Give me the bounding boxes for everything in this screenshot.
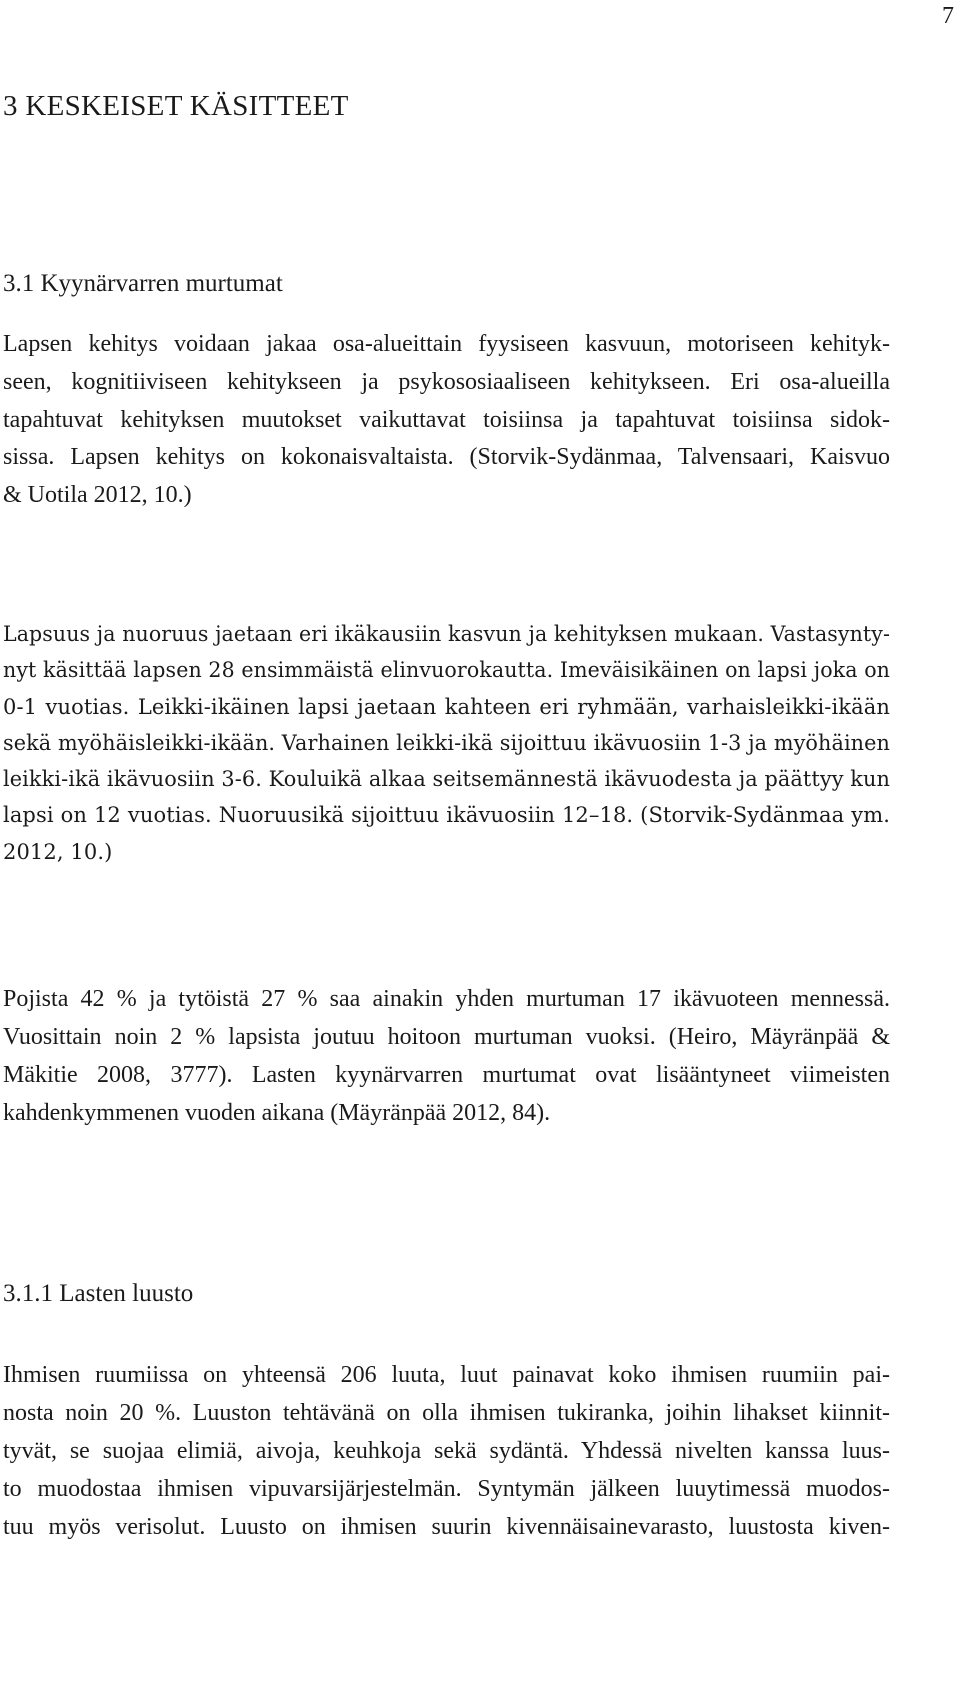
text-line: Lapsuus ja nuoruus jaetaan eri ikäkausiin kasvun ja kehityksen mukaan. Vastasynty- <box>3 622 890 646</box>
text-line: to muodostaa ihmisen vipuvarsijärjestelmän. Syntymän jälkeen luuytimessä muodos- <box>3 1476 890 1502</box>
text-line: & Uotila 2012, 10.) <box>3 482 192 509</box>
text-line: leikki-ikä ikävuosiin 3-6. Kouluikä alkaa seitsemännestä ikävuodesta ja päättyy kun <box>3 767 890 792</box>
text-line: kahdenkymmenen vuoden aikana (Mäyränpää 2012, 84). <box>3 1100 551 1126</box>
text-line: nosta noin 20 %. Luuston tehtävänä on olla ihmisen tukiranka, joihin lihakset kiinnit- <box>3 1400 890 1426</box>
text-line: 0-1 vuotias. Leikki-ikäinen lapsi jaetaan kahteen eri ryhmään, varhaisleikki-ikään <box>3 694 890 719</box>
text-line: Mäkitie 2008, 3777). Lasten kyynärvarren murtumat ovat lisääntyneet viimeisten <box>3 1062 890 1088</box>
text-line: sissa. Lapsen kehitys on kokonaisvaltaista. (Storvik-Sydänmaa, Talvensaari, Kaisvuo <box>3 444 890 471</box>
text-line: Pojista 42 % ja tytöistä 27 % saa ainakin yhden murtuman 17 ikävuoteen mennessä. <box>3 986 890 1012</box>
text-line: Lapsen kehitys voidaan jakaa osa-alueittain fyysiseen kasvuun, motoriseen kehityk- <box>3 331 890 357</box>
text-line: nyt käsittää lapsen 28 ensimmäistä elinvuorokautta. Imeväisikäinen on lapsi joka on <box>3 658 890 683</box>
text-line: tyvät, se suojaa elimiä, aivoja, keuhkoja sekä sydäntä. Yhdessä nivelten kanssa luus- <box>3 1438 890 1464</box>
text-line: seen, kognitiiviseen kehitykseen ja psykososiaaliseen kehitykseen. Eri osa-alueilla <box>3 368 890 395</box>
text-line: lapsi on 12 vuotias. Nuoruusikä sijoittuu ikävuosiin 12–18. (Storvik-Sydänmaa ym. <box>3 803 890 828</box>
text-line: Ihmisen ruumiissa on yhteensä 206 luuta, luut painavat koko ihmisen ruumiin pai- <box>3 1362 890 1388</box>
page-number: 7 <box>942 3 954 29</box>
text-line: 2012, 10.) <box>3 839 113 864</box>
text-line: tuu myös verisolut. Luusto on ihmisen suurin kivennäisainevarasto, luustosta kiven- <box>3 1514 890 1540</box>
subsection-heading: 3.1.1 Lasten luusto <box>3 1280 194 1307</box>
paragraph-fracture-statistics <box>3 980 890 1132</box>
paragraph-skeleton <box>3 1356 890 1546</box>
paragraph-child-development <box>3 326 890 515</box>
chapter-heading: 3 KESKEISET KÄSITTEET <box>3 90 349 122</box>
section-heading: 3.1 Kyynärvarren murtumat <box>3 270 283 297</box>
text-line: sekä myöhäisleikki-ikään. Varhainen leikki-ikä sijoittuu ikävuosiin 1-3 ja myöhäinen <box>3 730 890 755</box>
paragraph-age-groups <box>3 616 890 870</box>
text-line: tapahtuvat kehityksen muutokset vaikuttavat toisiinsa ja tapahtuvat toisiinsa sidok- <box>3 406 890 433</box>
text-line: Vuosittain noin 2 % lapsista joutuu hoitoon murtuman vuoksi. (Heiro, Mäyränpää & <box>3 1024 890 1050</box>
